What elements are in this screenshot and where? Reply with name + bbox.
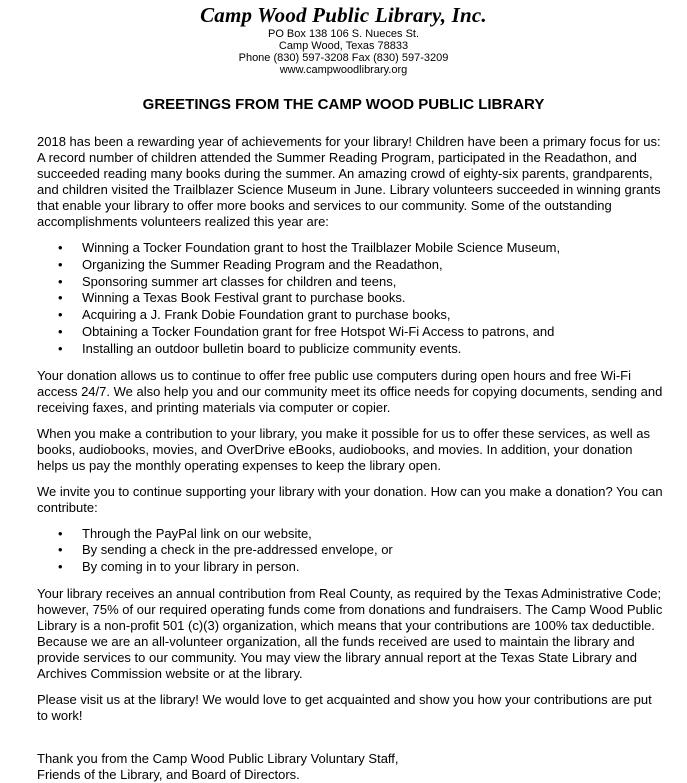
list-item: • Winning a Tocker Foundation grant to host the Trailblazer Mobile Science Museum,: [37, 240, 663, 257]
list-item: • Installing an outdoor bulletin board to publicize community events.: [37, 341, 663, 358]
page-title: GREETINGS FROM THE CAMP WOOD PUBLIC LIBRARY: [142, 96, 545, 113]
website-link[interactable]: www.campwoodlibrary.org: [279, 64, 408, 76]
list-item: • Through the PayPal link on our website,: [37, 526, 663, 543]
donation-paragraph: Your donation allows us to continue to offer free public use computers during open hours and free Wi-Fi access 24/7. We also help you and our community meet its office needs for copying documents, sending and receiving faxes, and printing materials via computer or copier.: [37, 367, 663, 415]
list-item: • Winning a Texas Book Festival grant to purchase books.: [37, 290, 663, 307]
letterhead: [0, 2, 687, 76]
organization-name: Camp Wood Public Library, Inc.: [200, 3, 487, 27]
list-item: • Sponsoring summer art classes for children and teens,: [37, 274, 663, 291]
list-item: • Obtaining a Tocker Foundation grant for free Hotspot Wi-Fi Access to patrons, and: [37, 324, 663, 341]
city-line: Camp Wood, Texas 78833: [278, 40, 409, 52]
contribution-methods-list: [37, 526, 663, 576]
list-item: • By coming in to your library in person.: [37, 559, 663, 576]
list-item: • Organizing the Summer Reading Program and the Readathon,: [37, 257, 663, 274]
closing-signature: [37, 751, 663, 783]
letter-body: [37, 134, 663, 783]
closing-line-1: Thank you from the Camp Wood Public Library Voluntary Staff,: [37, 750, 399, 766]
invite-paragraph: We invite you to continue supporting your library with your donation. How can you make a donation? You can contribute:: [37, 483, 663, 515]
list-item: • By sending a check in the pre-addressed envelope, or: [37, 542, 663, 559]
address-line: PO Box 138 106 S. Nueces St.: [267, 28, 420, 40]
funding-paragraph: Your library receives an annual contribution from Real County, as required by the Texas Administrative Code; however, 75% of our required operating funds come from donations and fundraisers. The Camp Wood Public Library is a non-profit 501 (c)(3) organization, which means that your contributions are 100% tax deductible. Because we are an all-volunteer organization, all the funds received are used to maintain the library and provide services to our community. You may view the library annual report at the Texas State Library and Archives Commission website or at the library.: [37, 585, 663, 681]
accomplishments-list: [37, 240, 663, 358]
closing-line-2: Friends of the Library, and Board of Directors.: [37, 766, 300, 782]
phone-line: Phone (830) 597-3208 Fax (830) 597-3209: [238, 52, 449, 64]
intro-paragraph: 2018 has been a rewarding year of achievements for your library! Children have been a primary focus for us: A record number of children attended the Summer Reading Program, participated in the Readathon, and succeeded reading many books during the summer. An amazing crowd of eighty-six parents, grandparents, and children visited the Trailblazer Science Museum in June. Library volunteers succeeded in winning grants that enable your library to offer more books and services to our community. Some of the outstanding accomplishments volunteers realized this year are:: [37, 134, 661, 229]
list-item: • Acquiring a J. Frank Dobie Foundation grant to purchase books,: [37, 307, 663, 324]
visit-paragraph: Please visit us at the library! We would love to get acquainted and show you how your contributions are put to work!: [37, 691, 652, 723]
contribution-paragraph: When you make a contribution to your library, you make it possible for us to offer these services, as well as books, audiobooks, movies, and OverDrive eBooks, audiobooks, and movies. In addition, your donation helps us pay the monthly operating expenses to keep the library open.: [37, 425, 650, 473]
